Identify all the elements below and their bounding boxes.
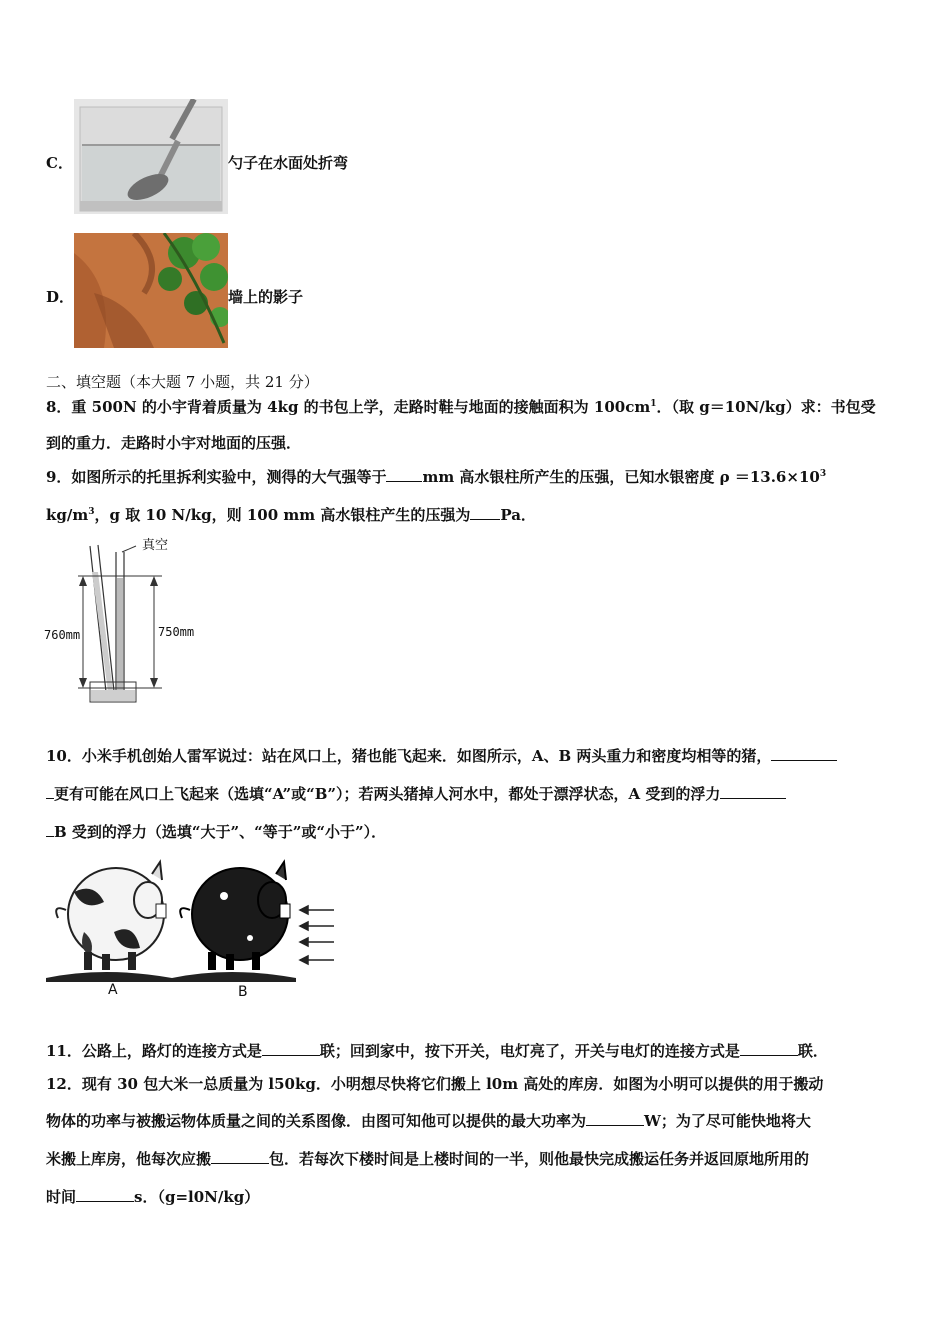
- q9-line1: 9．如图所示的托里拆利实验中，测得的大气强等于 mm 高水银柱所产生的压强，已知水银密度 $\rho =13.6\times 10^3$: [46, 468, 827, 486]
- pig-b-drawing: [172, 862, 296, 982]
- vacuum-label: 真空: [142, 538, 169, 553]
- pig-a-label: A: [108, 982, 118, 998]
- q10-line3: B 受到的浮力（选填“大于”、“等于”或“小于”）．: [46, 821, 386, 842]
- q12-blank2[interactable]: [211, 1149, 269, 1164]
- q12-blank3[interactable]: [76, 1187, 134, 1202]
- option-d-text: 墙上的影子: [228, 288, 304, 306]
- q10-line1: 10．小米手机创始人雷军说过：站在风口上，猪也能飞起来．如图所示，A、B 两头重力和密度均相等的猪，: [46, 745, 837, 766]
- right-height-label: 750mm: [158, 625, 195, 639]
- pigs-figure: [44, 852, 340, 1002]
- q8-line2: 到的重力．走路时小宇对地面的压强．: [46, 434, 302, 452]
- pig-b-label: B: [238, 984, 248, 1000]
- q8-line1: 8．重 500N 的小宇背着质量为 4kg 的书包上学，走路时鞋与地面的接触面积为 $100cm^1$．（取 g＝10N/kg）求：书包受: [46, 398, 876, 416]
- q11-line: 11．公路上，路灯的连接方式是 联；回到家中，按下开关，电灯亮了，开关与电灯的连接方式是 联．: [46, 1042, 828, 1060]
- q9-line2: $kg/m^3$，g 取 10 N/kg，则 100 mm 高水银柱产生的压强为 Pa．: [46, 506, 536, 524]
- q10-blank2[interactable]: [720, 784, 786, 799]
- torricelli-figure: [44, 532, 224, 712]
- wind-arrows: [300, 906, 334, 964]
- q12-line1: 12．现有 30 包大米一总质量为 l50kg．小明想尽快将它们搬上 l0m 高处的库房．如图为小明可以提供的用于搬动: [46, 1075, 824, 1093]
- q10-line2: 更有可能在风口上飞起来（选填“A”或“B”）；若两头猪掉人河水中，都处于漂浮状态，A 受到的浮力: [46, 783, 786, 804]
- q9-blank1[interactable]: [386, 467, 422, 482]
- option-d-letter: D．: [46, 288, 75, 306]
- wall-shadow-photo: [74, 233, 228, 348]
- q12-line2: 物体的功率与被搬运物体质量之间的关系图像．由图可知他可以提供的最大功率为 W；为了尽可能快地将大: [46, 1112, 811, 1130]
- spoon-in-water-photo: [74, 99, 228, 214]
- q12-line4: 时间 s．（g=l0N/kg）: [46, 1188, 260, 1206]
- q12-blank1[interactable]: [586, 1111, 644, 1126]
- left-height-label: 760mm: [44, 628, 81, 642]
- option-c-letter: C．: [46, 154, 73, 172]
- pig-a-drawing: [46, 862, 172, 982]
- q9-blank2[interactable]: [470, 505, 500, 520]
- q12-line3: 米搬上库房，他每次应搬 包．若每次下楼时间是上楼时间的一半，则他最快完成搬运任务并返回原地所用的: [46, 1150, 810, 1168]
- section-heading: 二、填空题（本大题 7 小题，共 21 分）: [46, 373, 319, 391]
- q10-blank1[interactable]: [771, 746, 837, 761]
- q11-blank1[interactable]: [262, 1041, 320, 1056]
- option-c-text: 勺子在水面处折弯: [228, 154, 349, 172]
- q11-blank2[interactable]: [740, 1041, 798, 1056]
